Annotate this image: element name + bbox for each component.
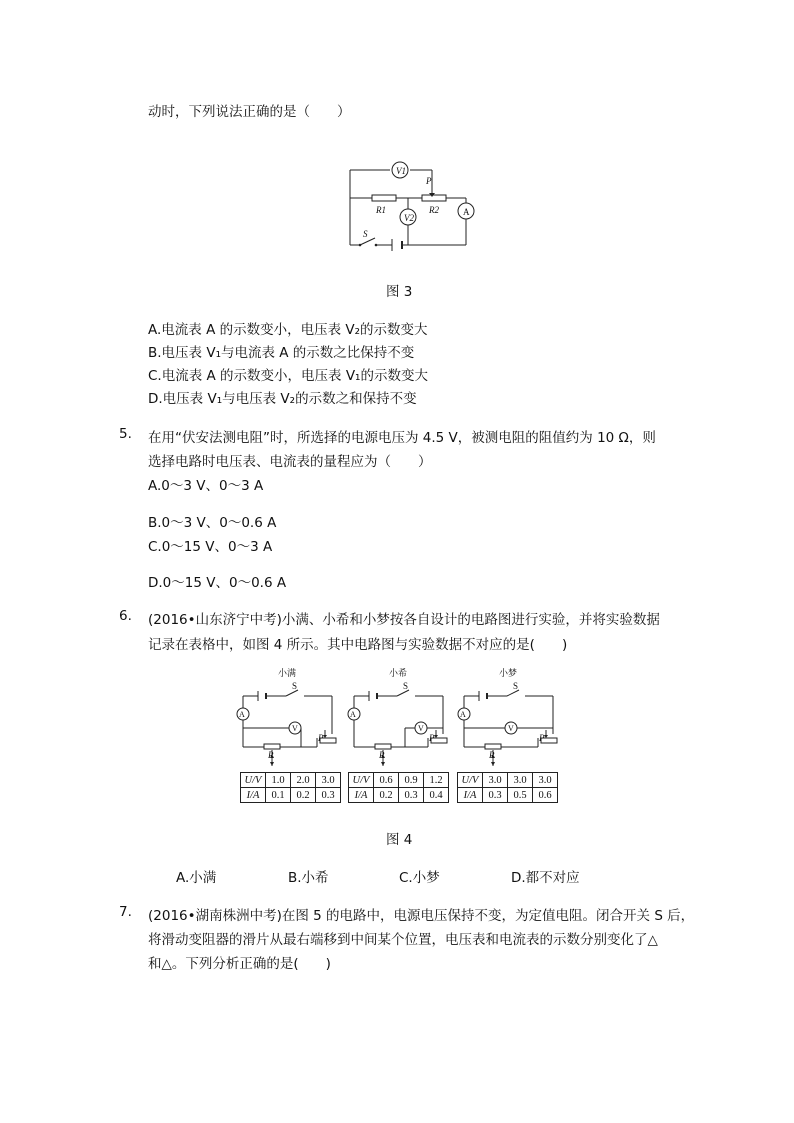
q5-stem-line1: 在用“伏安法测电阻”时，所选择的电源电压为 4.5 V，被测电阻的阻值约为 10 Ω，则: [148, 430, 656, 446]
panel-xiaoman-v: V: [292, 724, 298, 733]
panel-xiaoxi-name: 小希: [389, 668, 408, 678]
q7-stem-line2: 将滑动变阻器的滑片从最右端移到中间某个位置，电压表和电流表的示数分别变化了△: [148, 932, 658, 948]
panel-xiaoman-name: 小满: [278, 668, 297, 678]
panel-xiaomeng-name: 小梦: [499, 668, 518, 678]
q6-stem-line2: 记录在表格中，如图 4 所示。其中电路图与实验数据不对应的是( ): [148, 637, 568, 653]
panel-xiaomeng-p: P: [539, 733, 545, 743]
panel-xiaoxi-s: S: [403, 681, 409, 691]
q6-option-d: D.都不对应: [511, 870, 580, 886]
panel-xiaoman-s: S: [292, 681, 298, 691]
r1-resistor: [372, 195, 396, 201]
q5-option-b: B.0～3 V、0～0.6 A: [148, 515, 277, 531]
panel-xiaoxi-circuit: [343, 666, 453, 774]
panel-xiaoxi-p: P: [429, 733, 435, 743]
panel-xiaoman-p: P: [318, 733, 324, 743]
q5-option-c: C.0～15 V、0～3 A: [148, 539, 273, 555]
figure-3-circuit: [340, 155, 480, 260]
q6-number: 6.: [119, 608, 132, 624]
panel-xiaoman-r: R: [268, 750, 274, 760]
q4-option-c: C.电流表 A 的示数变小，电压表 V₁的示数变大: [148, 368, 428, 384]
panel-xiaoman-circuit: [232, 666, 342, 774]
panel-xiaomeng-circuit: [453, 666, 563, 774]
label-switch: S: [363, 229, 368, 239]
q4-stem-tail: 动时，下列说法正确的是（ ）: [148, 104, 351, 120]
panel-xiaomeng-v: V: [508, 724, 514, 733]
q5-option-d: D.0～15 V、0～0.6 A: [148, 575, 287, 591]
q7-stem-line1: (2016•湖南株洲中考)在图 5 的电路中，电源电压保持不变，为定值电阻。闭合开关 S 后，: [148, 908, 695, 924]
label-ammeter: A: [463, 207, 470, 217]
q5-number: 5.: [119, 426, 132, 442]
panel-xiaoxi-a: A: [350, 710, 356, 719]
panel-xiaoxi-v: V: [418, 724, 424, 733]
q4-option-b: B.电压表 V₁与电流表 A 的示数之比保持不变: [148, 345, 415, 361]
panel-xiaomeng-r: R: [489, 750, 495, 760]
panel-xiaoman-a: A: [239, 710, 245, 719]
label-r2: R2: [429, 205, 439, 215]
q6-option-b: B.小希: [288, 870, 329, 886]
panel-xiaoxi-table: U/V 0.6 0.9 1.2 I/A 0.2 0.3 0.4: [348, 772, 449, 803]
label-r1: R1: [376, 205, 386, 215]
panel-xiaoman-table: U/V 1.0 2.0 3.0 I/A 0.1 0.2 0.3: [240, 772, 341, 803]
q4-option-d: D.电压表 V₁与电压表 V₂的示数之和保持不变: [148, 391, 417, 407]
q4-option-a: A.电流表 A 的示数变小，电压表 V₂的示数变大: [148, 322, 428, 338]
q7-stem-line3: 和△。下列分析正确的是( ): [148, 956, 331, 972]
panel-xiaomeng-a: A: [460, 710, 466, 719]
label-v2: V2: [404, 213, 414, 223]
q6-option-a: A.小满: [176, 870, 217, 886]
q6-option-c: C.小梦: [399, 870, 440, 886]
q7-number: 7.: [119, 904, 132, 920]
q5-stem-line2: 选择电路时电压表、电流表的量程应为（ ）: [148, 454, 432, 470]
label-p: P: [426, 176, 432, 186]
panel-xiaomeng-table: U/V 3.0 3.0 3.0 I/A 0.3 0.5 0.6: [457, 772, 558, 803]
panel-xiaoxi-r: R: [379, 750, 385, 760]
q5-option-a: A.0～3 V、0～3 A: [148, 478, 264, 494]
q6-stem-line1: (2016•山东济宁中考)小满、小希和小梦按各自设计的电路图进行实验，并将实验数据: [148, 612, 660, 628]
figure-4-caption: 图 4: [386, 832, 413, 848]
label-v1: V1: [396, 166, 406, 176]
r2-resistor: [422, 195, 446, 201]
figure-3-caption: 图 3: [386, 284, 413, 300]
panel-xiaomeng-s: S: [513, 681, 519, 691]
